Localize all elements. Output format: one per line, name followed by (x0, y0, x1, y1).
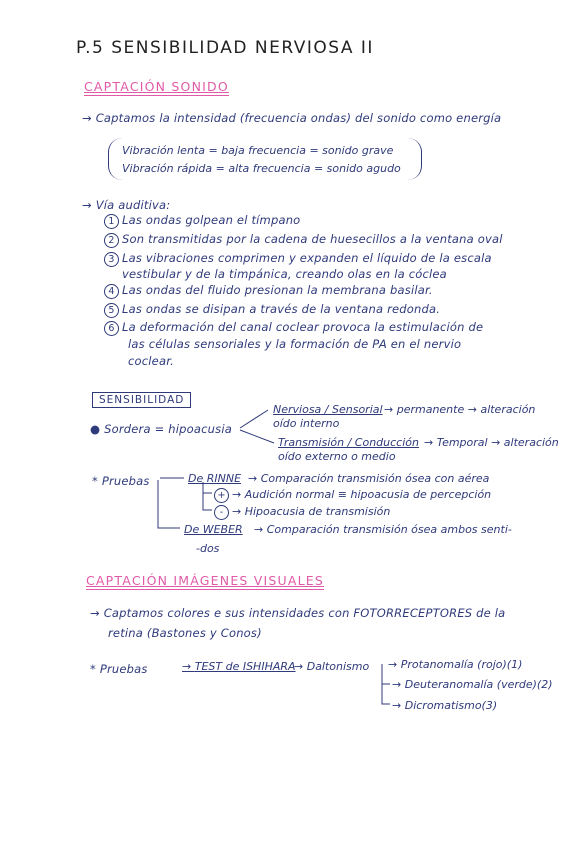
section-heading-sound: CAPTACIÓN SONIDO (84, 79, 229, 94)
daltonismo-text: Daltonismo (306, 660, 370, 673)
step-text: Son transmitidas por la cadena de huesecillos a la ventana oval (122, 232, 503, 246)
arrow-icon: → (82, 111, 96, 125)
weber-desc-text: Comparación transmisión ósea ambos senti- (266, 523, 512, 536)
connector-weber (158, 480, 180, 528)
step-3-cont: vestibular y de la timpánica, creando olas en la cóclea (122, 267, 447, 281)
plus-icon: + (214, 488, 229, 503)
ishihara-test-text: TEST de ISHIHARA (194, 660, 296, 673)
via-auditiva-text: Vía auditiva: (95, 198, 171, 212)
arrow-icon: → (424, 436, 437, 449)
bullet-icon: ● (90, 422, 105, 436)
arrow-icon: → (182, 660, 195, 673)
brace-line-1: Vibración lenta = baja frecuencia = sonido grave (122, 144, 394, 157)
arrow-icon: → (232, 505, 245, 518)
rinne-label: De RINNE (188, 472, 242, 485)
section-heading-visual: CAPTACIÓN IMÁGENES VISUALES (86, 573, 325, 588)
step-text: La deformación del canal coclear provoca la estimulación de (122, 320, 484, 334)
visual-intro-1-text: Captamos colores e sus intensidades con FOTORRECEPTORES de la (103, 606, 506, 620)
asterisk-icon: * (90, 662, 100, 676)
rinne-minus-text: Hipoacusia de transmisión (244, 505, 391, 518)
connector-transmision (240, 430, 274, 443)
arrow-icon: → (392, 678, 405, 691)
sensibilidad-heading: SENSIBILIDAD (92, 392, 191, 408)
arrow-icon: → (248, 472, 261, 485)
branch-transmision-result-text: Temporal → alteración (436, 436, 559, 449)
branch-nerviosa-result-text: permanente → alteración (396, 403, 536, 416)
arrow-icon: → (384, 403, 397, 416)
step-number: 2 (104, 233, 119, 248)
step-number: 5 (104, 303, 119, 318)
branch-transmision-sub: oído externo o medio (278, 450, 396, 463)
arrow-icon: → (232, 488, 245, 501)
step-6-cont-2: coclear. (128, 354, 174, 368)
step-6-cont: las células sensoriales y la formación de PA en el nervio (128, 337, 462, 351)
pruebas-visual-text: Pruebas (99, 662, 148, 676)
weber-tail: -dos (196, 542, 220, 555)
connector-rinne-minus (203, 482, 212, 510)
step-number: 3 (104, 252, 119, 267)
pruebas-audio-text: Pruebas (101, 474, 150, 488)
page-title: P.5 SENSIBILIDAD NERVIOSA II (76, 38, 374, 58)
connector-nerviosa (240, 410, 268, 428)
branch-nerviosa: Nerviosa / Sensorial (273, 403, 383, 416)
step-text: Las vibraciones comprimen y expanden el líquido de la escala (122, 251, 492, 265)
arrow-icon: → (388, 658, 401, 671)
rinne-desc-text: Comparación transmisión ósea con aérea (260, 472, 490, 485)
arrow-icon: → (392, 699, 405, 712)
rinne-plus-text: Audición normal ≡ hipoacusia de percepción (244, 488, 492, 501)
arrow-icon: → (90, 606, 104, 620)
sordera-text: Sordera = hipoacusia (104, 422, 232, 436)
step-number: 1 (104, 214, 119, 229)
step-text: Las ondas se disipan a través de la ventana redonda. (122, 302, 441, 316)
arrow-icon: → (294, 660, 307, 673)
dicromatismo-text: Dicromatismo(3) (404, 699, 498, 712)
arrow-icon: → (254, 523, 267, 536)
brace-line-2: Vibración rápida = alta frecuencia = sonido agudo (122, 162, 401, 175)
step-text: Las ondas del fluido presionan la membrana basilar. (122, 283, 433, 297)
step-number: 4 (104, 284, 119, 299)
branch-transmision: Transmisión / Conducción (278, 436, 419, 449)
protanomalia-text: Protanomalía (rojo)(1) (400, 658, 523, 671)
weber-label: De WEBER (184, 523, 243, 536)
branch-nerviosa-sub: oído interno (273, 417, 340, 430)
visual-intro-2: retina (Bastones y Conos) (108, 626, 262, 640)
arrow-icon: → (82, 198, 96, 212)
minus-icon: - (214, 505, 229, 520)
deuteranomalia-text: Deuteranomalía (verde)(2) (404, 678, 553, 691)
asterisk-icon: * (92, 474, 102, 488)
sound-intro-text: Captamos la intensidad (frecuencia ondas) del sonido como energía (95, 111, 502, 125)
step-text: Las ondas golpean el tímpano (122, 213, 301, 227)
step-number: 6 (104, 321, 119, 336)
